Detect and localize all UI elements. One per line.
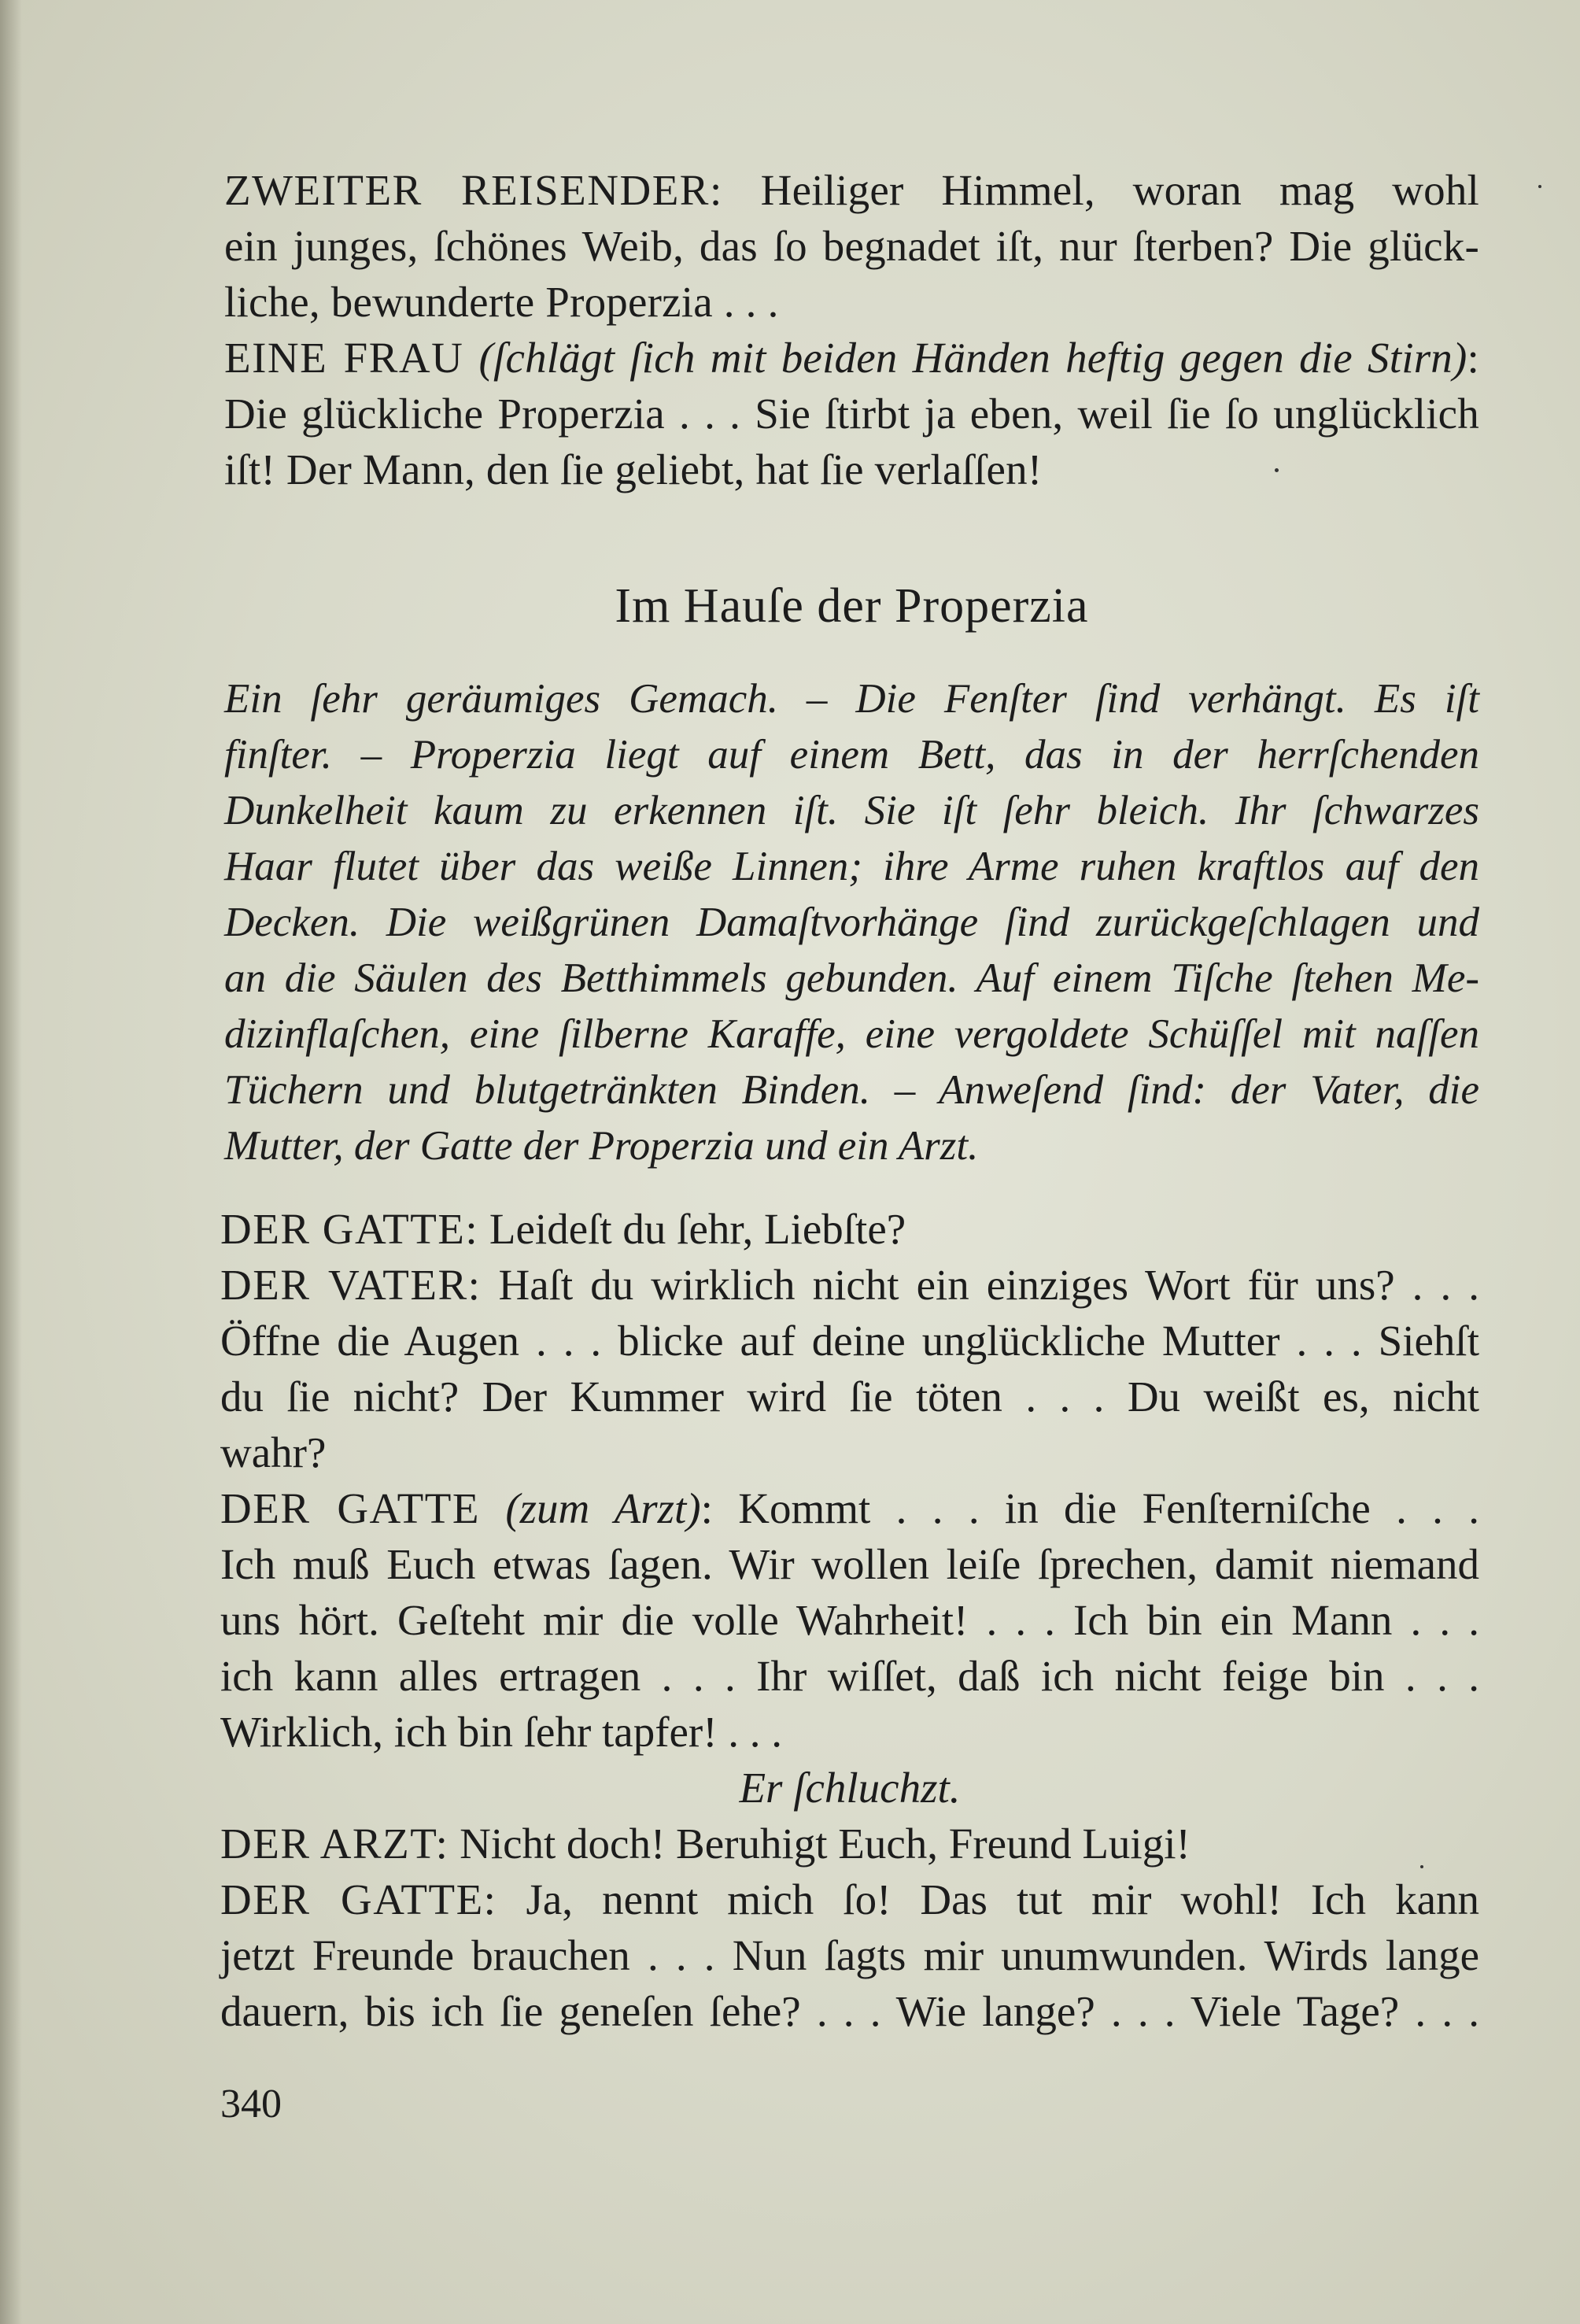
text-line: jetzt Freunde brauchen . . . Nun ſagts mir unumwunden. Wirds lange [220,1931,1479,1979]
line-text: Leideſt du ſehr, Liebſte? [478,1205,906,1253]
stage-line: an die Säulen des Betthimmels gebunden. Auf einem Tiſche ſtehen Me- [224,955,1479,1001]
text-line: liche, bewunderte Properzia . . . [224,278,779,326]
speaker-name: DER GATTE [220,1484,480,1532]
stage-line: Haar flutet über das weiße Linnen; ihre Arme ruhen kraftlos auf den [224,844,1479,889]
stage-line: Mutter, der Gatte der Properzia und ein Arzt. [224,1123,979,1169]
text-line: ein junges, ſchönes Weib, das ſo begnadet iſt, nur ſterben? Die glück- [224,222,1479,270]
stage-note-centered: Er ſchluchzt. [739,1764,961,1812]
page-edge-shadow [0,0,22,2324]
stage-line: Decken. Die weißgrünen Damaſtvorhänge ſind zurückgeſchlagen und [224,900,1479,945]
text-line: du ſie nicht? Der Kummer wird ſie töten . . . Du weißt es, nicht [220,1373,1479,1421]
text-line [220,1480,1479,1536]
speaker-name: DER GATTE: [220,1205,479,1253]
text-line [220,1201,1479,1257]
dialogue [220,1201,1479,2039]
stage-line: dizinflaſchen, eine ſilberne Karaffe, eine vergoldete Schüſſel mit naſſen [224,1011,1479,1057]
text-line: Ich muß Euch etwas ſagen. Wir wollen leiſe ſprechen, damit niemand [220,1540,1479,1588]
stage-line: finſter. – Properzia liegt auf einem Bett, das in der herrſchenden [224,732,1479,778]
page-number: 340 [220,2082,282,2126]
line-text: : Kommt . . . in die Fenſterniſche . . . [700,1484,1480,1532]
line-text: Haſt du wirklich nicht ein einziges Wort für uns? . . . [481,1261,1479,1309]
text-line: wahr? [220,1428,327,1476]
text-line: Öffne die Augen . . . blicke auf deine unglückliche Mutter . . . Siehſt [220,1317,1479,1365]
stage-direction [224,671,1479,1174]
paper-speck [1275,468,1279,472]
top-passage [224,162,1479,497]
scene-heading: Im Hauſe der Properzia [615,579,1089,633]
speaker-name: DER VATER: [220,1261,482,1309]
stage-note: (zum Arzt) [505,1484,701,1532]
paper-speck [1538,185,1541,188]
text-line: Wirklich, ich bin ſehr tapfer! . . . [220,1708,783,1756]
speaker-name: EINE FRAU [224,334,464,382]
text-line: iſt! Der Mann, den ſie geliebt, hat ſie verlaſſen! [224,445,1043,493]
text-line [220,1816,1479,1871]
stage-note: (ſchlägt ſich mit beiden Händen heftig gegen die Stirn) [478,334,1467,382]
speaker-name: ZWEITER REISENDER: [224,166,723,214]
speaker-name: DER GATTE: [220,1875,497,1923]
stage-line: Tüchern und blutgetränkten Binden. – Anweſend ſind: der Vater, die [224,1067,1479,1113]
text-line [220,1257,1479,1313]
text-line [224,162,1479,218]
stage-line: Dunkelheit kaum zu erkennen iſt. Sie iſt ſehr bleich. Ihr ſchwarzes [224,788,1479,833]
text-line [220,1871,1479,1927]
text-line: ich kann alles ertragen . . . Ihr wiſſet, daß ich nicht feige bin . . . [220,1652,1479,1700]
paper-speck [1420,1865,1423,1868]
line-text: Heiliger Himmel, woran mag wohl [722,166,1480,214]
speaker-name: DER ARZT: [220,1820,449,1868]
line-text: Ja, nennt mich ſo! Das tut mir wohl! Ich kann [497,1875,1479,1923]
text-line: Die glückliche Properzia . . . Sie ſtirbt ja eben, weil ſie ſo unglücklich [224,390,1479,438]
line-text: Nicht doch! Beruhigt Euch, Freund Luigi! [449,1820,1191,1868]
text-line: dauern, bis ich ſie geneſen ſehe? . . . Wie lange? . . . Viele Tage? . . . [220,1987,1479,2035]
line-text: : [1467,334,1479,382]
text-line: uns hört. Geſteht mir die volle Wahrheit! . . . Ich bin ein Mann . . . [220,1596,1479,1644]
stage-line: Ein ſehr geräumiges Gemach. – Die Fenſter ſind verhängt. Es iſt [224,676,1479,722]
text-line [224,330,1479,386]
